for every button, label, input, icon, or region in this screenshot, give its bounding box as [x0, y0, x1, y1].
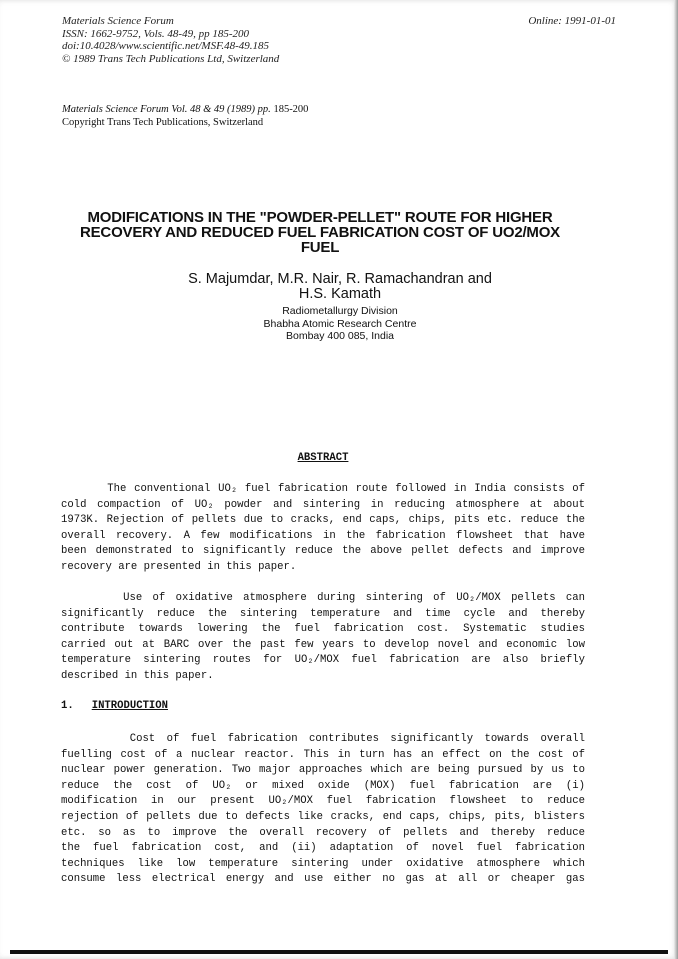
text-line: techniques like low temperature sintering under oxidative atmosphere which [61, 857, 585, 870]
citation-copyright: Copyright Trans Tech Publications, Switzerland [62, 117, 264, 128]
citation-pages: 185-200 [270, 104, 309, 115]
text-line: contribute towards lowering the fuel fabrication cost. Systematic studies [61, 623, 585, 636]
header-line: Materials Science Forum [62, 15, 174, 27]
header-line: © 1989 Trans Tech Publications Ltd, Switzerland [62, 52, 280, 65]
author-list [60, 272, 620, 302]
introduction-paragraph [61, 732, 585, 888]
header-line: ISSN: 1662-9752, Vols. 48-49, pp 185-200 [62, 27, 249, 40]
text-line: temperature sintering routes for UO₂/MOX fuel fabrication are also briefly [61, 654, 585, 667]
text-line: significantly reduce the sintering temperature and time cycle and thereby [61, 607, 585, 620]
publication-header [62, 15, 279, 65]
paper-title [40, 210, 600, 255]
citation-journal: Materials Science Forum Vol. 48 & 49 (1989) pp. [62, 104, 271, 115]
text-line: modification in our present UO₂/MOX fuel fabrication flowsheet to reduce [61, 795, 585, 808]
authors-line: S. Majumdar, M.R. Nair, R. Ramachandran and [188, 271, 492, 287]
text-line: reduce the cost of UO₂ or mixed oxide (MOX) fuel fabrication are (i) [61, 779, 585, 792]
text-line: nuclear power generation. Two major approaches which are being pursued by us to [61, 764, 585, 777]
text-line: the fuel fabrication cost, and (ii) adaptation of novel fuel fabrication [61, 842, 585, 855]
journal-citation [62, 103, 308, 129]
text-line: fuelling cost of a nuclear reactor. This in turn has an effect on the cost of [61, 748, 585, 761]
abstract-paragraph-1 [61, 482, 585, 576]
section-heading [61, 700, 168, 712]
affiliation [60, 305, 620, 343]
abstract-heading: ABSTRACT [297, 452, 349, 464]
text-line: The conventional UO₂ fuel fabrication route followed in India consists of [61, 483, 585, 495]
text-line: carried out at BARC over the past few years to develop novel and economic low [61, 638, 585, 651]
title-line: RECOVERY AND REDUCED FUEL FABRICATION COST OF UO2/MOX [80, 224, 560, 241]
page-bottom-rule [10, 950, 668, 954]
section-number: 1. [61, 700, 74, 712]
text-line: etc. so as to improve the overall recovery of pellets and thereby reduce [61, 826, 585, 839]
text-line: cold compaction of UO₂ powder and sintering in reducing atmosphere at about [61, 498, 585, 511]
text-line: Cost of fuel fabrication contributes significantly towards overall [61, 733, 585, 745]
text-line: rejection of pellets due to defects like cracks, end caps, chips, pits, blisters [61, 810, 585, 823]
citation-line [62, 103, 308, 116]
text-line: overall recovery. A few modifications in the fabrication flowsheet that have [61, 529, 585, 542]
text-line: consume less electrical energy and use either no gas at all or cheaper gas [61, 873, 585, 886]
title-line: MODIFICATIONS IN THE "POWDER-PELLET" ROUTE FOR HIGHER [87, 209, 553, 226]
affiliation-line: Radiometallurgy Division [282, 305, 398, 317]
affiliation-line: Bhabha Atomic Research Centre [263, 317, 417, 330]
text-line: described in this paper. [61, 669, 214, 682]
title-line: FUEL [300, 239, 340, 256]
text-line: recovery are presented in this paper. [61, 560, 297, 573]
abstract-paragraph-2 [61, 591, 585, 685]
authors-line: H.S. Kamath [298, 286, 382, 302]
affiliation-line: Bombay 400 085, India [286, 330, 394, 342]
text-line: Use of oxidative atmosphere during sintering of UO₂/MOX pellets can [61, 592, 585, 604]
section-label: INTRODUCTION [91, 700, 169, 712]
text-line: 1973K. Rejection of pellets due to cracks, end caps, chips, pits etc. reduce the [61, 514, 585, 527]
online-date: Online: 1991-01-01 [528, 15, 616, 27]
header-line: doi:10.4028/www.scientific.net/MSF.48-49.185 [62, 40, 270, 52]
page-edge-shadow [674, 0, 678, 959]
text-line: been demonstrated to significantly reduce the above pellet defects and improve [61, 545, 585, 558]
